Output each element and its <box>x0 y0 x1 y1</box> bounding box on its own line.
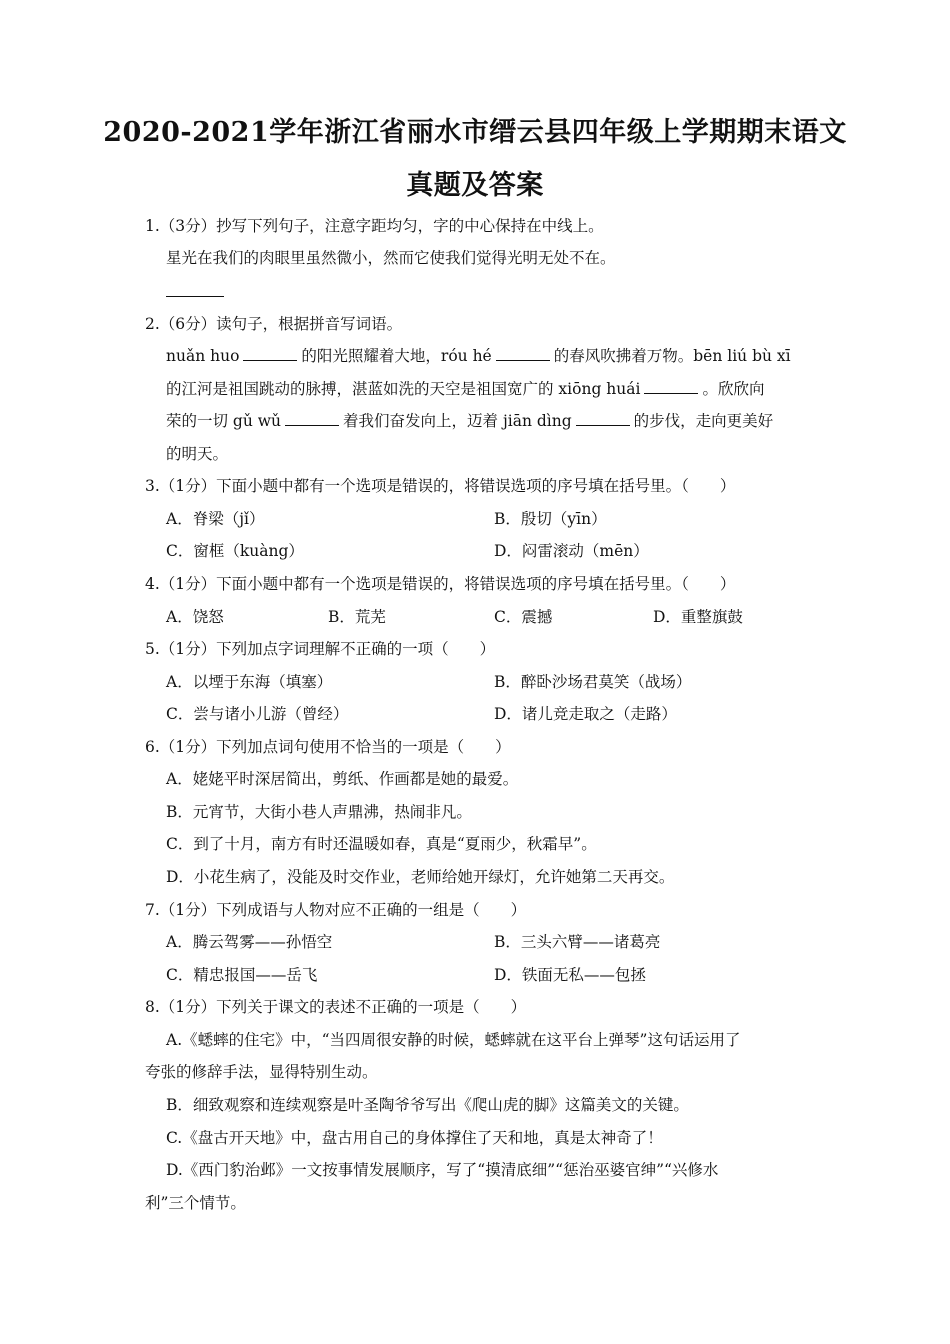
q4-stem: 4.（1分）下面小题中都有一个选项是错误的，将错误选项的序号填在括号里。（ ） <box>145 575 736 593</box>
q6-stem: 6.（1分）下列加点词句使用不恰当的一项是（ ） <box>145 738 511 756</box>
q3-option-c: C．窗框（kuàng） <box>166 542 304 560</box>
answer-blank[interactable] <box>496 346 550 361</box>
q1-answer-line <box>166 296 224 297</box>
q7-option-c: C．精忠报国——岳飞 <box>166 966 318 984</box>
q8-option-c: C.《盘古开天地》中，盘古用自己的身体撑住了天和地，真是太神奇了！ <box>166 1129 663 1147</box>
q3-option-d: D．闷雷滚动（mēn） <box>494 542 649 560</box>
q8-option-b: B．细致观察和连续观察是叶圣陶爷爷写出《爬山虎的脚》这篇美文的关键。 <box>166 1096 689 1114</box>
q2-line-4: 的明天。 <box>166 445 229 463</box>
q6-option-d: D．小花生病了，没能及时交作业，老师给她开绿灯，允许她第二天再交。 <box>166 868 675 886</box>
q3-option-a: A．脊梁（jǐ） <box>166 510 265 528</box>
document-title-line-2: 真题及答案 <box>406 170 544 201</box>
q4-option-c: C．震撼 <box>494 608 553 626</box>
q6-option-a: A．姥姥平时深居简出，剪纸、作画都是她的最爱。 <box>166 770 519 788</box>
q2-text-1: 的阳光照耀着大地，róu hé <box>301 347 492 365</box>
q2-text-4: 。欣欣向 <box>702 380 765 398</box>
answer-blank[interactable] <box>644 379 698 394</box>
q2-text-7: 的步伐，走向更美好 <box>633 412 774 430</box>
q5-option-c: C．尝与诸小儿游（曾经） <box>166 705 349 723</box>
q2-text-3: 的江河是祖国跳动的脉搏，湛蓝如洗的天空是祖国宽广的 xiōng huái <box>166 380 641 398</box>
q5-option-d: D．诸儿竞走取之（走路） <box>494 705 677 723</box>
q6-option-b: B．元宵节，大街小巷人声鼎沸，热闹非凡。 <box>166 803 472 821</box>
answer-blank[interactable] <box>285 411 339 426</box>
answer-blank[interactable] <box>576 411 630 426</box>
q2-text-5: 荣的一切 gǔ wǔ <box>166 412 282 430</box>
q8-option-d-line-1: D.《西门豹治邺》一文按事情发展顺序，写了“摸清底细”“惩治巫婆官绅”“兴修水 <box>166 1161 719 1179</box>
q3-stem: 3.（1分）下面小题中都有一个选项是错误的，将错误选项的序号填在括号里。（ ） <box>145 477 736 495</box>
q8-option-a-line-1: A.《蟋蟀的住宅》中，“当四周很安静的时候，蟋蟀就在这平台上弹琴”这句话运用了 <box>166 1031 741 1049</box>
q2-line-2 <box>166 378 764 400</box>
q2-pinyin-1: nuǎn huo <box>166 347 240 365</box>
document-title-line-1: 2020-2021学年浙江省丽水市缙云县四年级上学期期末语文 <box>103 117 847 148</box>
q7-option-a: A．腾云驾雾——孙悟空 <box>166 933 333 951</box>
q2-text-2: 的春风吹拂着万物。bēn liú bù xī <box>553 347 791 365</box>
q8-option-a-line-2: 夸张的修辞手法，显得特别生动。 <box>145 1063 378 1081</box>
q1-sentence: 星光在我们的肉眼里虽然微小，然而它使我们觉得光明无处不在。 <box>166 249 616 267</box>
q8-option-d-line-2: 利”三个情节。 <box>145 1194 246 1212</box>
q7-stem: 7.（1分）下列成语与人物对应不正确的一组是（ ） <box>145 901 527 919</box>
answer-blank[interactable] <box>243 346 297 361</box>
q5-option-a: A．以堙于东海（填塞） <box>166 673 333 691</box>
q8-stem: 8.（1分）下列关于课文的表述不正确的一项是（ ） <box>145 998 527 1016</box>
q3-option-b: B．殷切（yīn） <box>494 510 607 528</box>
q1-stem: 1.（3分）抄写下列句子，注意字距均匀，字的中心保持在中线上。 <box>145 217 604 235</box>
q2-line-3 <box>166 410 773 432</box>
q2-line-1 <box>166 345 791 367</box>
q5-option-b: B．醉卧沙场君莫笑（战场） <box>494 673 692 691</box>
q5-stem: 5.（1分）下列加点字词理解不正确的一项（ ） <box>145 640 496 658</box>
q6-option-c: C．到了十月，南方有时还温暖如春，真是“夏雨少，秋霜早”。 <box>166 835 597 853</box>
q7-option-b: B．三头六臂——诸葛亮 <box>494 933 661 951</box>
q4-option-b: B．荒芜 <box>328 608 386 626</box>
q4-option-d: D．重整旗鼓 <box>653 608 743 626</box>
q4-option-a: A．饶怒 <box>166 608 224 626</box>
q2-text-6: 着我们奋发向上，迈着 jiān dìng <box>343 412 572 430</box>
q7-option-d: D．铁面无私——包拯 <box>494 966 646 984</box>
q2-stem: 2.（6分）读句子，根据拼音写词语。 <box>145 315 403 333</box>
